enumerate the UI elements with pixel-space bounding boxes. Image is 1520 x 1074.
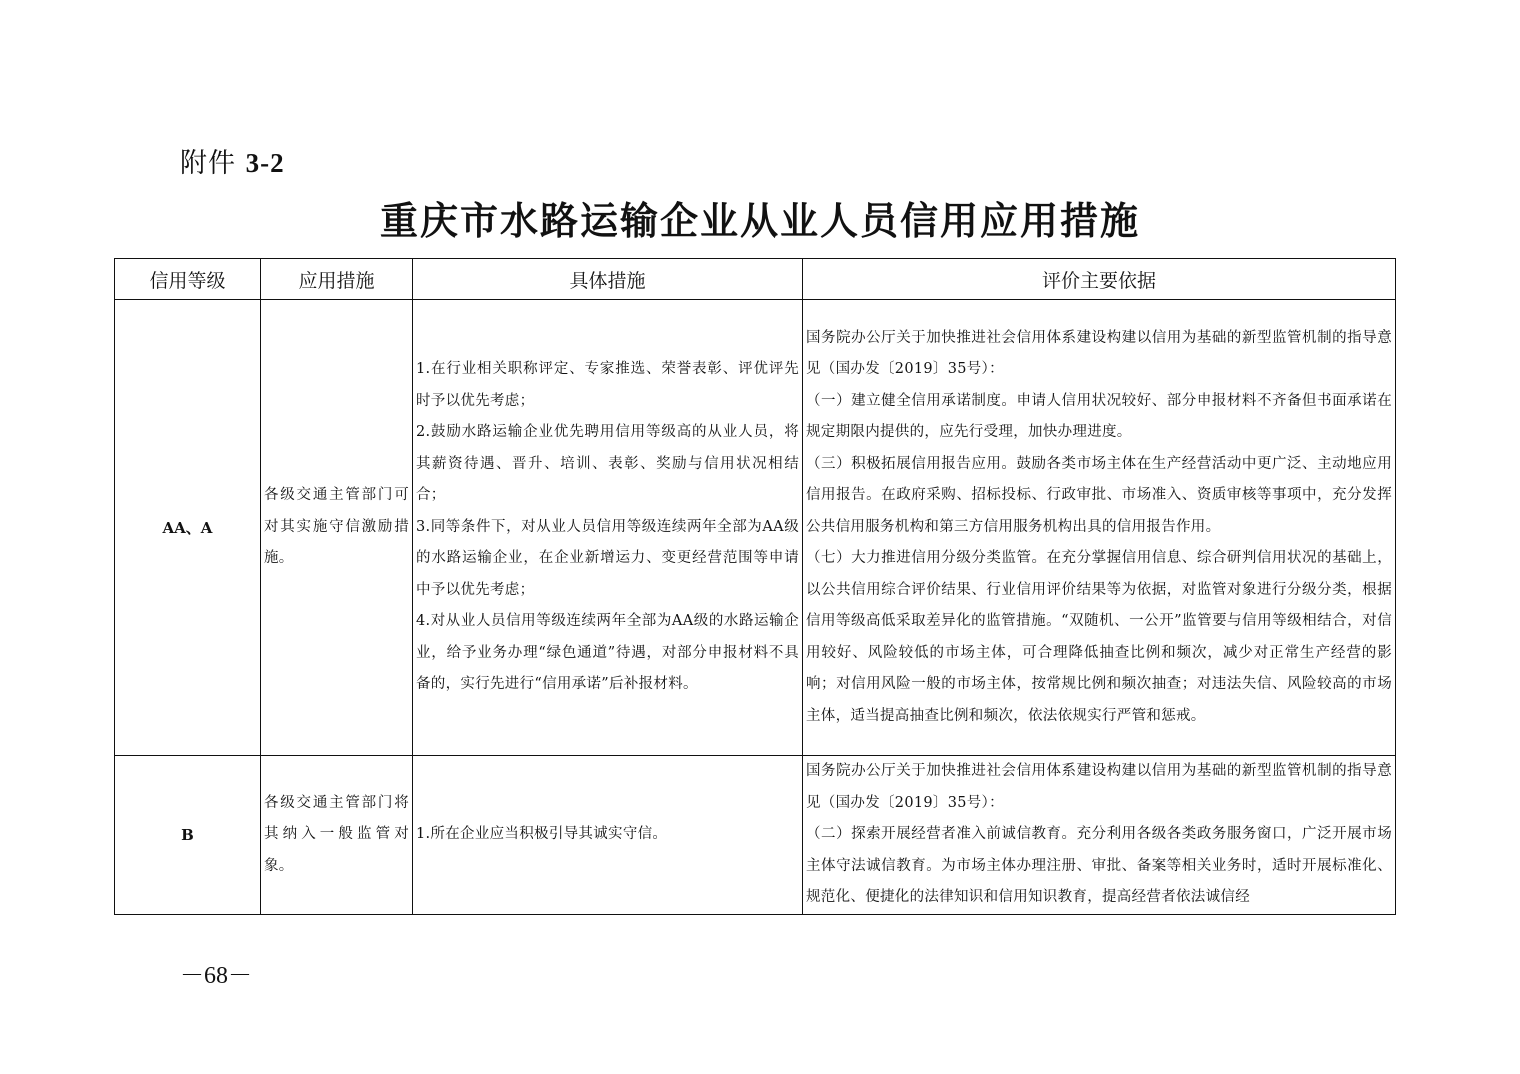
- specific-item: 2.鼓励水路运输企业优先聘用信用等级高的从业人员，将其薪资待遇、晋升、培训、表彰、奖励与信用状况相结合；: [416, 424, 799, 504]
- table-header-row: [115, 259, 1396, 300]
- basis-cell: [803, 756, 1396, 915]
- header-evaluation-basis: 评价主要依据: [803, 259, 1396, 300]
- grade-cell: AA、A: [115, 300, 261, 756]
- specific-item: 4.对从业人员信用等级连续两年全部为AA级的水路运输企业，给予业务办理“绿色通道”待遇，对部分申报材料不具备的，实行先进行“信用承诺”后补报材料。: [416, 613, 799, 693]
- specific-item: 1.在行业相关职称评定、专家推选、荣誉表彰、评优评先时予以优先考虑；: [416, 361, 799, 409]
- page-number: －68－: [180, 963, 252, 989]
- attachment-number: 3-2: [245, 148, 285, 178]
- header-specific-measures: 具体措施: [413, 259, 803, 300]
- specific-item: 3.同等条件下，对从业人员信用等级连续两年全部为AA级的水路运输企业，在企业新增运力、变更经营范围等申请中予以优先考虑；: [416, 518, 799, 598]
- basis-item: （一）建立健全信用承诺制度。申请人信用状况较好、部分申报材料不齐备但书面承诺在规定期限内提供的，应先行受理，加快办理进度。: [806, 392, 1392, 441]
- measure-cell: 各级交通主管部门将其纳入一般监管对象。: [261, 756, 413, 915]
- basis-item: 国务院办公厅关于加快推进社会信用体系建设构建以信用为基础的新型监管机制的指导意见（国办发〔2019〕35号）：: [806, 763, 1392, 811]
- specific-cell: [413, 756, 803, 915]
- attachment-prefix: 附件: [180, 148, 236, 179]
- basis-item: 国务院办公厅关于加快推进社会信用体系建设构建以信用为基础的新型监管机制的指导意见（国办发〔2019〕35号）：: [806, 329, 1392, 378]
- document-title: 重庆市水路运输企业从业人员信用应用措施: [379, 198, 1140, 243]
- table-row: [115, 300, 1396, 756]
- header-credit-grade: 信用等级: [115, 259, 261, 300]
- grade-cell: B: [115, 756, 261, 915]
- specific-item: 1.所在企业应当积极引导其诚实守信。: [416, 826, 668, 842]
- table-row: [115, 756, 1396, 915]
- basis-item: （二）探索开展经营者准入前诚信教育。充分利用各级各类政务服务窗口，广泛开展市场主体守法诚信教育。为市场主体办理注册、审批、备案等相关业务时，适时开展标准化、规范化、便捷化的法律知识和信用知识教育，提高经营者依法诚信经: [806, 826, 1392, 905]
- basis-item: （七）大力推进信用分级分类监管。在充分掌握信用信息、综合研判信用状况的基础上，以公共信用综合评价结果、行业信用评价结果等为依据，对监管对象进行分级分类，根据信用等级高低采取差异化的监管措施。“双随机、一公开”监管要与信用等级相结合，对信用较好、风险较低的市场主体，可合理降低抽查比例和频次，减少对正常生产经营的影响；对信用风险一般的市场主体，按常规比例和频次抽查；对违法失信、风险较高的市场主体，适当提高抽查比例和频次，依法依规实行严管和惩戒。: [806, 550, 1392, 724]
- credit-measures-table: [114, 258, 1396, 915]
- basis-item: （三）积极拓展信用报告应用。鼓励各类市场主体在生产经营活动中更广泛、主动地应用信用报告。在政府采购、招标投标、行政审批、市场准入、资质审核等事项中，充分发挥公共信用服务机构和第三方信用服务机构出具的信用报告作用。: [806, 455, 1392, 535]
- specific-cell: [413, 300, 803, 756]
- basis-cell: [803, 300, 1396, 756]
- attachment-label: [180, 141, 285, 180]
- measure-cell: 各级交通主管部门可对其实施守信激励措施。: [261, 300, 413, 756]
- header-application-measure: 应用措施: [261, 259, 413, 300]
